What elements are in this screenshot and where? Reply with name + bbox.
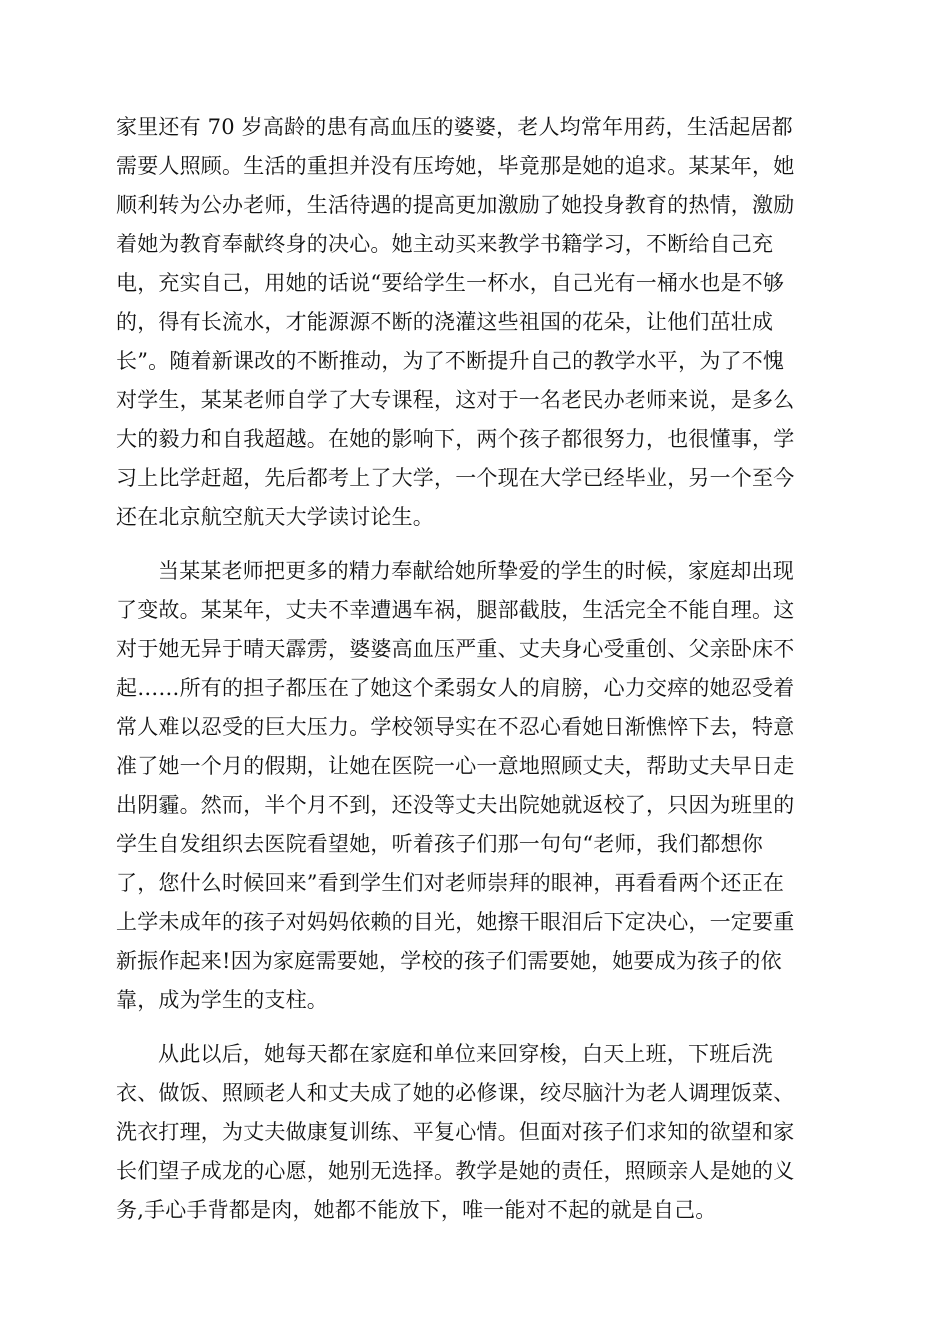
paragraph-2-line-7: 出阴霾。然而，半个月不到，还没等丈夫出院她就返校了，只因为班里的: [116, 793, 795, 817]
paragraph-3-line-5: 务,手心手背都是肉，她都不能放下，唯一能对不起的就是自己。: [116, 1198, 717, 1222]
paragraph-3-line-1: 从此以后，她每天都在家庭和单位来回穿梭，白天上班，下班后洗: [158, 1042, 773, 1066]
paragraph-1-line-9: 大的毅力和自我超越。在她的影响下，两个孩子都很努力，也很懂事，学: [116, 427, 795, 451]
paragraph-1-line-6: 的，得有长流水，才能源源不断的浇灌这些祖国的花朵，让他们茁壮成: [116, 310, 774, 334]
paragraph-2-line-3: 对于她无异于晴天霹雳，婆婆高血压严重、丈夫身心受重创、父亲卧床不: [116, 637, 795, 661]
paragraph-1-line-10: 习上比学赶超，先后都考上了大学，一个现在大学已经毕业，另一个至今: [116, 466, 795, 490]
paragraph-1-line-8: 对学生，某某老师自学了大专课程，这对于一名老民办老师来说，是多么: [116, 388, 795, 412]
paragraph-2-line-8: 学生自发组织去医院看望她，听着孩子们那一句句“老师，我们都想你: [116, 832, 763, 856]
paragraph-1-line-2: 需要人照顾。生活的重担并没有压垮她，毕竟那是她的追求。某某年，她: [116, 154, 795, 178]
paragraph-2-line-4: 起……所有的担子都压在了她这个柔弱女人的肩膀，心力交瘁的她忍受着: [116, 676, 795, 700]
paragraph-3-line-2: 衣、做饭、照顾老人和丈夫成了她的必修课，绞尽脑汁为老人调理饭菜、: [116, 1081, 795, 1105]
paragraph-2-line-5: 常人难以忍受的巨大压力。学校领导实在不忍心看她日渐憔悴下去，特意: [116, 715, 795, 739]
paragraph-2-line-10: 上学未成年的孩子对妈妈依赖的目光，她擦干眼泪后下定决心，一定要重: [116, 910, 795, 934]
paragraph-1-line-5: 电，充实自己，用她的话说“要给学生一杯水，自己光有一桶水也是不够: [116, 271, 785, 295]
paragraph-2-line-1: 当某某老师把更多的精力奉献给她所挚爱的学生的时候，家庭却出现: [158, 559, 794, 583]
paragraph-1-line-11: 还在北京航空航天大学读讨论生。: [116, 505, 434, 529]
paragraph-3-line-4: 长们望子成龙的心愿，她别无选择。教学是她的责任，照顾亲人是她的义: [116, 1159, 795, 1183]
paragraph-3-line-3: 洗衣打理，为丈夫做康复训练、平复心情。但面对孩子们求知的欲望和家: [116, 1120, 795, 1144]
paragraph-2-line-11: 新振作起来!因为家庭需要她，学校的孩子们需要她，她要成为孩子的依: [116, 949, 782, 973]
paragraph-1-line-7: 长”。随着新课改的不断推动，为了不断提升自己的教学水平，为了不愧: [116, 349, 785, 373]
paragraph-2-line-12: 靠，成为学生的支柱。: [116, 988, 328, 1012]
paragraph-1-line-4: 着她为教育奉献终身的决心。她主动买来教学书籍学习，不断给自己充: [116, 232, 774, 256]
paragraph-1-line-3: 顺利转为公办老师，生活待遇的提高更加激励了她投身教育的热情，激励: [116, 193, 795, 217]
paragraph-2-line-9: 了，您什么时候回来”看到学生们对老师崇拜的眼神，再看看两个还正在: [116, 871, 785, 895]
paragraph-1-line-1: 家里还有 70 岁高龄的患有高血压的婆婆，老人均常年用药，生活起居都: [116, 115, 793, 139]
paragraph-2-line-6: 准了她一个月的假期，让她在医院一心一意地照顾丈夫，帮助丈夫早日走: [116, 754, 795, 778]
paragraph-2-line-2: 了变故。某某年，丈夫不幸遭遇车祸，腿部截肢，生活完全不能自理。这: [116, 598, 795, 622]
